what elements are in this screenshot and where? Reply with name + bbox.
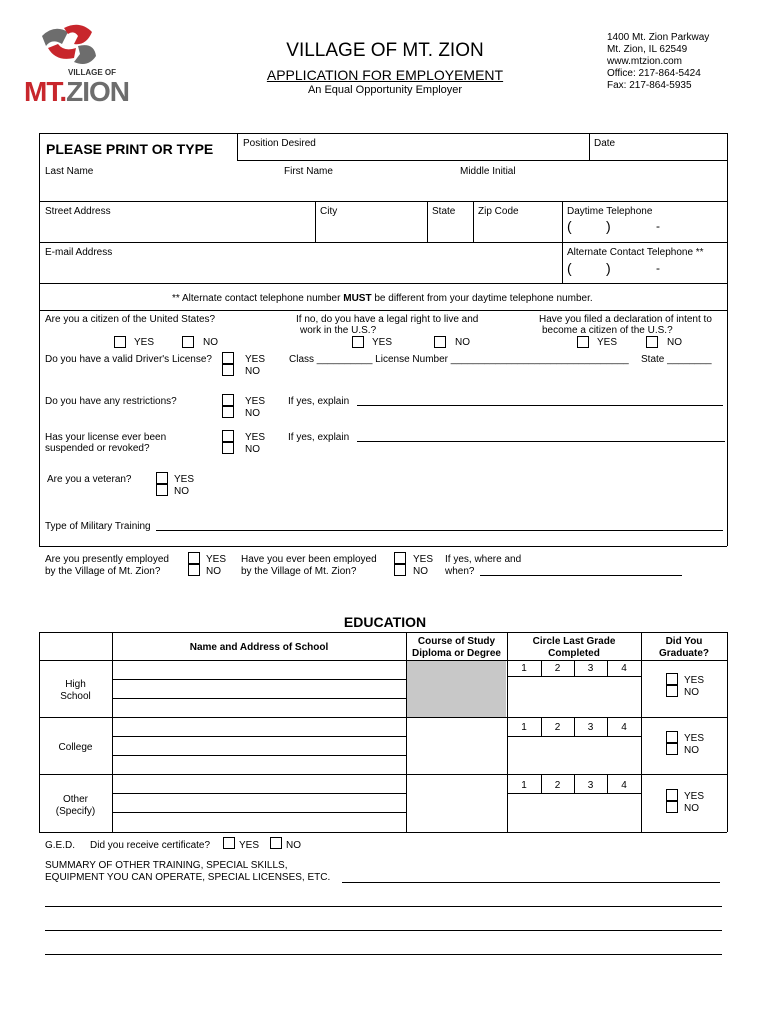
declare-question-2: become a citizen of the U.S.? [542, 325, 673, 336]
graduate-yes-checkbox[interactable] [666, 789, 678, 801]
restrictions-explain-line[interactable] [357, 405, 723, 406]
ged-yes-label: YES [239, 840, 260, 851]
tagline: An Equal Opportunity Employer [307, 84, 463, 96]
legal-no-checkbox[interactable] [434, 336, 446, 348]
veteran-no-checkbox[interactable] [156, 484, 168, 496]
row-label-other: Other (Specify) [55, 794, 96, 817]
grade-1[interactable]: 1 [521, 663, 527, 674]
restrictions-no-checkbox[interactable] [222, 406, 234, 418]
graduate-yes-checkbox[interactable] [666, 731, 678, 743]
ged-label: G.E.D. [45, 840, 76, 851]
summary-line[interactable] [45, 906, 722, 907]
daytime-phone-field[interactable]: Daytime Telephone [567, 206, 653, 217]
license-yes-checkbox[interactable] [222, 352, 234, 364]
summary-label-1: SUMMARY OF OTHER TRAINING, SPECIAL SKILLS, [45, 860, 288, 871]
declare-no-label: NO [667, 337, 682, 348]
suspended-explain-label: If yes, explain [288, 432, 350, 443]
graduate-no-label: NO [684, 687, 699, 698]
phone-open: ( [567, 260, 572, 276]
col-graduate-header-2: Graduate? [658, 648, 709, 659]
phone-open: ( [567, 218, 572, 234]
grade-2[interactable]: 2 [554, 663, 561, 674]
grade-1[interactable]: 1 [521, 780, 527, 791]
legal-question-2: work in the U.S.? [300, 325, 377, 336]
logo-mark-icon [34, 22, 104, 72]
logo [24, 22, 139, 107]
summary-line[interactable] [45, 954, 722, 955]
veteran-no-label: NO [174, 486, 189, 497]
restrictions-explain-label: If yes, explain [288, 396, 350, 407]
grade-2[interactable]: 2 [554, 722, 561, 733]
suspended-question-2: suspended or revoked? [45, 443, 150, 454]
declare-question-1: Have you filed a declaration of intent to [539, 314, 712, 325]
graduate-no-checkbox[interactable] [666, 801, 678, 813]
ged-no-checkbox[interactable] [270, 837, 282, 849]
graduate-no-label: NO [684, 745, 699, 756]
suspended-explain-line[interactable] [357, 441, 725, 442]
where-question-2: when? [445, 566, 475, 577]
ever-employed-question-2: by the Village of Mt. Zion? [241, 566, 357, 577]
suspended-no-checkbox[interactable] [222, 442, 234, 454]
date-field[interactable]: Date [594, 138, 616, 149]
employed-no-checkbox[interactable] [188, 564, 200, 576]
phone-close: ) [606, 218, 611, 234]
row-label-high-school: High School [60, 679, 91, 702]
grade-3[interactable]: 3 [587, 780, 594, 791]
declare-yes-checkbox[interactable] [577, 336, 589, 348]
restrictions-yes-label: YES [245, 396, 266, 407]
ged-yes-checkbox[interactable] [223, 837, 235, 849]
license-no-label: NO [245, 366, 260, 377]
first-name-field[interactable]: First Name [284, 166, 333, 177]
education-title: EDUCATION [343, 614, 427, 630]
ever-employed-yes-label: YES [413, 554, 434, 565]
phone-close: ) [606, 260, 611, 276]
summary-line[interactable] [45, 930, 722, 931]
col-course-header-2: Diploma or Degree [412, 648, 501, 659]
email-field[interactable]: E-mail Address [45, 247, 113, 258]
employed-question-2: by the Village of Mt. Zion? [45, 566, 161, 577]
citizen-no-label: NO [203, 337, 218, 348]
col-school-header: Name and Address of School [189, 642, 329, 653]
middle-initial-field[interactable]: Middle Initial [460, 166, 516, 177]
logo-zion-text: ZION [66, 76, 129, 107]
col-graduate-header-1: Did You [665, 636, 703, 647]
declare-no-checkbox[interactable] [646, 336, 658, 348]
veteran-yes-label: YES [174, 474, 195, 485]
page-subtitle: APPLICATION FOR EMPLOYEMENT [266, 67, 504, 83]
phone-dash: - [656, 219, 660, 233]
restrictions-question: Do you have any restrictions? [45, 396, 177, 407]
grade-1[interactable]: 1 [521, 722, 527, 733]
suspended-yes-checkbox[interactable] [222, 430, 234, 442]
state-field[interactable]: State [432, 206, 456, 217]
position-desired-field[interactable]: Position Desired [243, 138, 316, 149]
street-address-field[interactable]: Street Address [45, 206, 111, 217]
citizen-yes-checkbox[interactable] [114, 336, 126, 348]
city-field[interactable]: City [320, 206, 338, 217]
suspended-no-label: NO [245, 444, 260, 455]
suspended-question-1: Has your license ever been [45, 432, 167, 443]
last-name-field[interactable]: Last Name [45, 166, 94, 177]
phone-dash: - [656, 261, 660, 275]
ever-employed-no-label: NO [413, 566, 428, 577]
grade-4[interactable]: 4 [621, 780, 627, 791]
page-title: VILLAGE OF MT. ZION [286, 40, 484, 61]
summary-line[interactable] [342, 882, 720, 883]
alt-phone-note: ** Alternate contact telephone number MUST be different from your daytime telephone number. [172, 293, 593, 304]
employed-yes-checkbox[interactable] [188, 552, 200, 564]
graduate-no-checkbox[interactable] [666, 743, 678, 755]
legal-no-label: NO [455, 337, 470, 348]
ged-no-label: NO [286, 840, 301, 851]
alt-phone-field[interactable]: Alternate Contact Telephone ** [567, 247, 704, 258]
ever-employed-no-checkbox[interactable] [394, 564, 406, 576]
zip-field[interactable]: Zip Code [478, 206, 519, 217]
graduate-no-checkbox[interactable] [666, 685, 678, 697]
legal-question-1: If no, do you have a legal right to live and [296, 314, 479, 325]
address-line: 1400 Mt. Zion Parkway [607, 32, 710, 43]
address-line: www.mtzion.com [607, 56, 683, 67]
license-question: Do you have a valid Driver's License? [45, 354, 212, 365]
license-yes-label: YES [245, 354, 266, 365]
graduate-yes-checkbox[interactable] [666, 673, 678, 685]
print-label: PLEASE PRINT OR TYPE [46, 141, 214, 157]
license-class-number-field[interactable]: Class __________ License Number ________________________________ [289, 354, 629, 365]
address-line: Mt. Zion, IL 62549 [607, 44, 688, 55]
education-shaded-cell [407, 661, 506, 717]
employed-question-1: Are you presently employed [45, 554, 169, 565]
legal-yes-label: YES [372, 337, 393, 348]
declare-yes-label: YES [597, 337, 618, 348]
ged-question: Did you receive certificate? [90, 840, 211, 851]
address-line: Office: 217-864-5424 [607, 68, 701, 79]
citizen-no-checkbox[interactable] [182, 336, 194, 348]
suspended-yes-label: YES [245, 432, 266, 443]
employed-yes-label: YES [206, 554, 227, 565]
col-course-header-1: Course of Study [417, 636, 496, 647]
license-state-field[interactable]: State ________ [641, 354, 712, 365]
where-question-1: If yes, where and [445, 554, 522, 565]
restrictions-yes-checkbox[interactable] [222, 394, 234, 406]
ever-employed-question-1: Have you ever been employed [241, 554, 377, 565]
restrictions-no-label: NO [245, 408, 260, 419]
address-block [607, 32, 709, 92]
graduate-yes-label: YES [684, 791, 705, 802]
military-training-label: Type of Military Training [45, 521, 151, 532]
graduate-yes-label: YES [684, 733, 705, 744]
graduate-no-label: NO [684, 803, 699, 814]
graduate-yes-label: YES [684, 675, 705, 686]
legal-yes-checkbox[interactable] [352, 336, 364, 348]
military-training-line[interactable] [156, 530, 723, 531]
row-label-college: College [58, 742, 93, 753]
license-no-checkbox[interactable] [222, 364, 234, 376]
citizen-question: Are you a citizen of the United States? [45, 314, 216, 325]
veteran-question: Are you a veteran? [47, 474, 132, 485]
ever-employed-yes-checkbox[interactable] [394, 552, 406, 564]
citizen-yes-label: YES [134, 337, 155, 348]
employed-no-label: NO [206, 566, 221, 577]
veteran-yes-checkbox[interactable] [156, 472, 168, 484]
grade-4[interactable]: 4 [621, 722, 627, 733]
address-line: Fax: 217-864-5935 [607, 80, 692, 91]
summary-label-2: EQUIPMENT YOU CAN OPERATE, SPECIAL LICENSES, ETC. [45, 872, 331, 883]
grade-3[interactable]: 3 [587, 663, 594, 674]
grade-4[interactable]: 4 [621, 663, 627, 674]
grade-2[interactable]: 2 [554, 780, 561, 791]
logo-small-text: VILLAGE OF [68, 68, 116, 77]
where-when-line[interactable] [480, 575, 682, 576]
logo-mt-text: MT. [24, 76, 67, 107]
col-grade-header-2: Completed [548, 648, 600, 659]
col-grade-header-1: Circle Last Grade [532, 636, 616, 647]
grade-3[interactable]: 3 [587, 722, 594, 733]
